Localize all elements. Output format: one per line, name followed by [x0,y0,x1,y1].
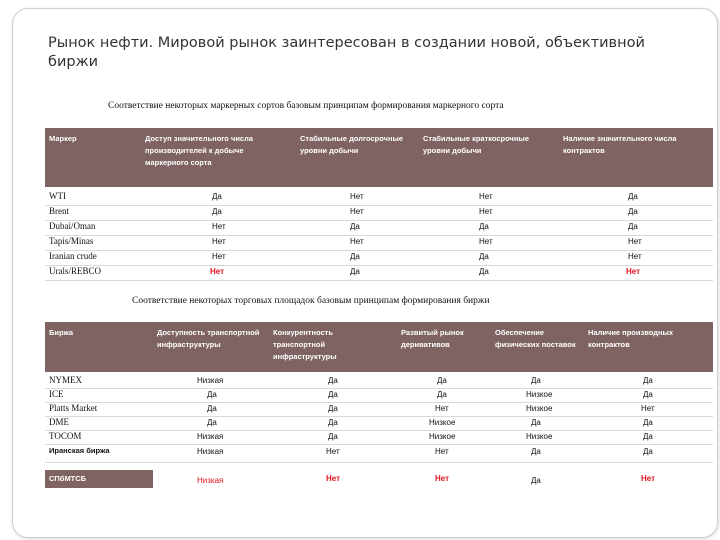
table2-cell: NYMEX [49,375,82,385]
table1-cell: Tapis/Minas [49,236,94,246]
table1-cell: Да [350,267,360,276]
table1-cell: Да [628,222,638,231]
table1-header-marker: Маркер [49,134,77,143]
table2-cell: Platts Market [49,403,98,413]
table1-cell: Нет [350,237,364,246]
table2-cell: Нет [326,447,340,456]
table1-cell: Да [628,207,638,216]
table2-cell: Да [643,418,653,427]
table2-header-exchange: Биржа [49,328,74,337]
table1-row [45,250,713,266]
table1-cell: Да [350,222,360,231]
table2-cell: Да [328,404,338,413]
table2-cell: Да [328,418,338,427]
table1-cell: Нет [479,237,493,246]
table1-header-short-term: Стабильные краткосрочные уровни добычи [423,134,529,155]
table1-header-long-term: Стабильные долгосрочные уровни добычи [300,134,404,155]
table2-row [45,445,713,463]
table1-cell: Нет [628,237,642,246]
table1-cell: Нет [628,252,642,261]
table2-cell: Нет [435,447,449,456]
table2-header-physical-delivery: Обеспечение физических поставок [495,328,576,349]
table2-row [45,389,713,403]
table2-cell: DME [49,417,69,427]
table2-cell: Да [207,390,217,399]
table2-cell: Нет [435,474,450,483]
table2-row-highlight [45,470,713,488]
table2-cell: Низкая [197,432,224,441]
table2-row [45,403,713,417]
table1-cell: Да [212,192,222,201]
table2-cell: Да [437,390,447,399]
table2-cell: Да [643,390,653,399]
table2-cell: Низкое [526,432,553,441]
table2-cell: TOCOM [49,431,82,441]
table2-cell: Да [531,418,541,427]
table1-cell: Да [628,192,638,201]
table2-cell: Да [643,376,653,385]
table2-caption: Соответствие некоторых торговых площадок базовым принципам формирования биржи [132,296,490,306]
table1-cell: Нет [212,252,226,261]
table2-cell: Низкое [526,404,553,413]
table1-caption: Соответствие некоторых маркерных сортов базовым принципам формирования маркерного сорта [108,101,504,111]
table1-row [45,205,713,221]
table2-cell: Низкая [197,447,224,456]
table2-cell: Да [531,447,541,456]
table1-cell: Нет [479,192,493,201]
table2-cell: Нет [435,404,449,413]
table1-cell: Нет [626,267,641,276]
table1-cell: Да [479,252,489,261]
table2-cell: Да [328,376,338,385]
table1-cell: Нет [350,207,364,216]
table2-cell: СПбМТСБ [49,474,87,483]
table2-cell: Да [643,432,653,441]
table2-cell: ICE [49,389,64,399]
table1-cell: Да [479,222,489,231]
table1-cell: Dubai/Oman [49,221,96,231]
table1-header-access: Доступ значительного числа производителей к добыче маркерного сорта [145,134,254,167]
table2-row [45,375,713,389]
table2-header-transport-competition: Конкурентность транспортной инфраструктуры [273,328,337,361]
table1-cell: Да [479,267,489,276]
table1-row [45,235,713,251]
table2-cell: Да [531,476,541,485]
table2-cell: Низкая [197,376,224,385]
table1-cell: Да [350,252,360,261]
table2-cell: Да [207,404,217,413]
table2-row [45,417,713,431]
table1-cell: WTI [49,191,66,201]
table1-cell: Да [212,207,222,216]
table1-header [45,128,713,187]
slide-title: Рынок нефти. Мировой рынок заинтересован в создании новой, объективной биржи [48,35,645,70]
table1-cell: Iranian crude [49,251,97,261]
table2-header [45,322,713,372]
table2-cell: Да [437,376,447,385]
table1-cell: Нет [212,222,226,231]
table1-cell: Нет [479,207,493,216]
table1-cell: Нет [350,192,364,201]
table2-cell: Низкая [197,476,224,485]
table2-cell: Иранская биржа [49,446,110,455]
table2-cell: Низкое [429,432,456,441]
table2-cell: Да [328,390,338,399]
table2-cell: Да [531,376,541,385]
table2-cell: Нет [641,474,656,483]
table2-row [45,431,713,445]
table1-header-contracts: Наличие значительного числа контрактов [563,134,677,155]
table1-cell: Brent [49,206,69,216]
table1-cell: Нет [210,267,225,276]
table1-row [45,190,713,206]
table1-row-highlight [45,265,713,281]
table2-header-derivatives: Развитый рынок деривативов [401,328,464,349]
table2-cell: Да [207,418,217,427]
table2-cell: Нет [326,474,341,483]
table1-row [45,220,713,236]
table2-cell: Низкое [429,418,456,427]
table2-cell: Низкое [526,390,553,399]
table2-header-derivative-contracts: Наличие производных контрактов [588,328,674,349]
table1-cell: Urals/REBCO [49,266,102,276]
table1-cell: Нет [212,237,226,246]
table2-cell: Да [328,432,338,441]
table2-header-transport-access: Доступность транспортной инфраструктуры [157,328,260,349]
table2-cell: Нет [641,404,655,413]
table2-cell: Да [643,447,653,456]
